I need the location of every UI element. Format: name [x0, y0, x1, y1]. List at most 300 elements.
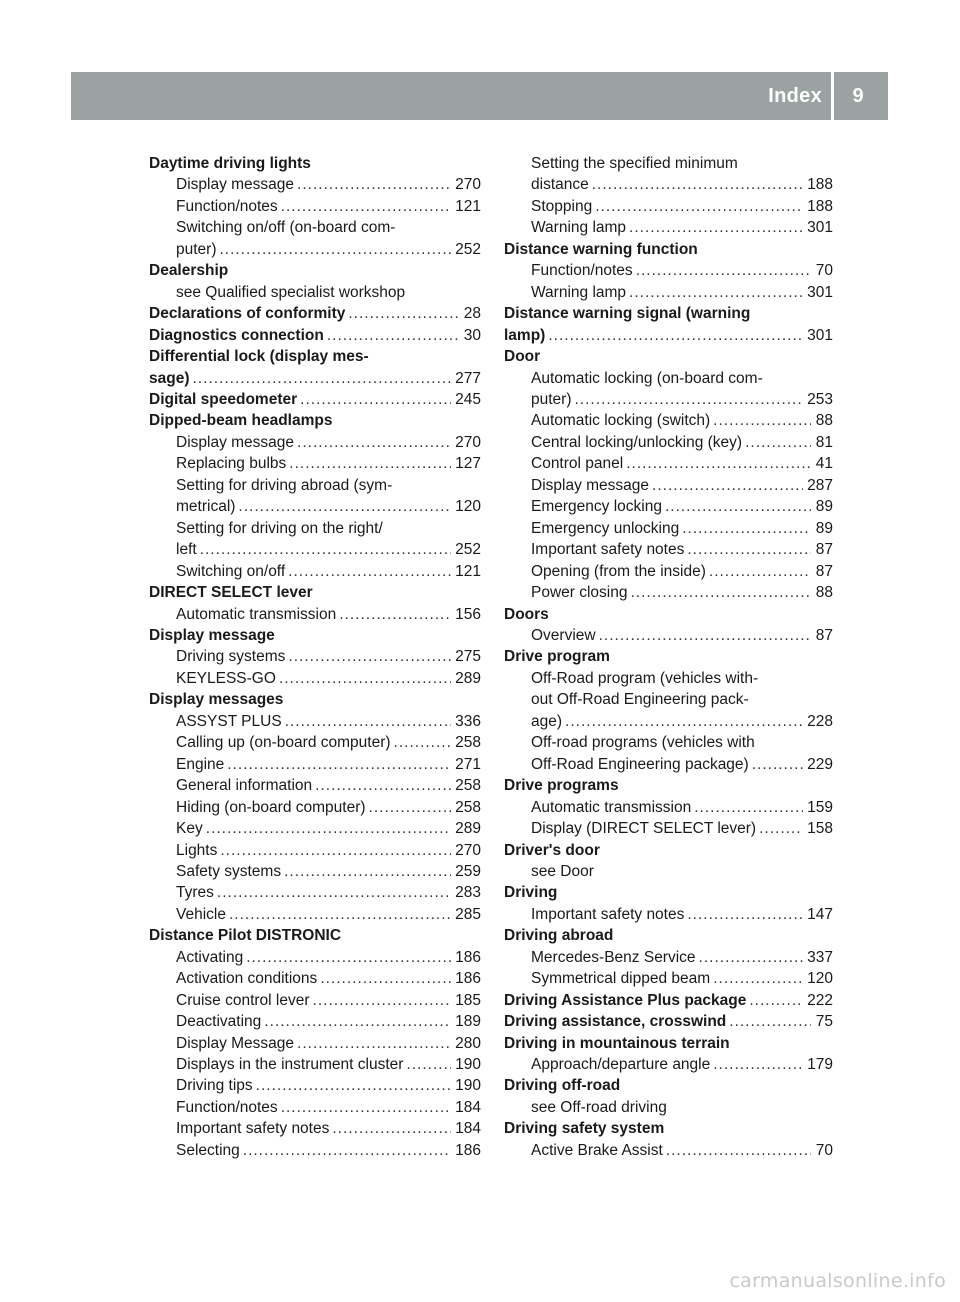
dot-leader: [709, 561, 811, 582]
index-subentry: [149, 1118, 481, 1139]
dot-leader: [297, 174, 451, 195]
index-subentry: [504, 754, 833, 775]
dot-leader: [752, 754, 803, 775]
entry-page-number: 336: [455, 712, 481, 730]
dot-leader: [699, 947, 804, 968]
entry-page-number: 301: [807, 219, 833, 237]
index-heading: [149, 582, 481, 603]
entry-page-number: 275: [455, 648, 481, 666]
dot-leader: [592, 174, 803, 195]
entry-text: puter): [531, 390, 572, 408]
entry-page-number: 228: [807, 712, 833, 730]
entry-page-number: 270: [455, 433, 481, 451]
index-subentry: [149, 1140, 481, 1161]
index-heading: [149, 153, 481, 174]
dot-leader: [406, 1054, 451, 1075]
entry-page-number: 75: [815, 1013, 833, 1031]
entry-page-number: 179: [807, 1056, 833, 1074]
index-subentry: [504, 1097, 833, 1118]
entry-page-number: 28: [463, 305, 481, 323]
entry-text: out Off-Road Engineering pack-: [531, 691, 749, 709]
entry-text: Setting for driving on the right/: [176, 519, 383, 537]
entry-text: Display message: [149, 626, 275, 644]
entry-page-number: 270: [455, 841, 481, 859]
index-subentry: [149, 432, 481, 453]
index-subentry: [149, 604, 481, 625]
entry-page-number: 127: [455, 455, 481, 473]
entry-page-number: 120: [455, 498, 481, 516]
index-subentry: [149, 1011, 481, 1032]
index-column-left: [149, 153, 481, 1161]
dot-leader: [687, 539, 811, 560]
index-subentry: [504, 861, 833, 882]
entry-page-number: 147: [807, 905, 833, 923]
entry-text: Declarations of conformity: [149, 305, 346, 323]
entry-page-number: 190: [455, 1056, 481, 1074]
dot-leader: [629, 282, 803, 303]
dot-leader: [682, 518, 811, 539]
entry-page-number: 258: [455, 734, 481, 752]
index-subentry: [149, 475, 481, 496]
entry-text: Central locking/unlocking (key): [531, 433, 743, 451]
entry-text: Warning lamp: [531, 219, 627, 237]
index-subentry: [504, 732, 833, 753]
entry-text: age): [531, 712, 563, 730]
entry-text: Stopping: [531, 197, 593, 215]
index-subentry: [149, 453, 481, 474]
index-subentry: [504, 475, 833, 496]
entry-text: Driving abroad: [504, 927, 614, 945]
entry-text: Displays in the instrument cluster: [176, 1056, 404, 1074]
index-subentry: [504, 1054, 833, 1075]
entry-page-number: 283: [455, 884, 481, 902]
index-heading: [149, 260, 481, 281]
entry-page-number: 271: [455, 755, 481, 773]
dot-leader: [394, 732, 452, 753]
dot-leader: [713, 968, 803, 989]
dot-leader: [288, 561, 451, 582]
index-subentry: [149, 732, 481, 753]
entry-text: Important safety notes: [176, 1120, 330, 1138]
entry-text: KEYLESS-GO: [176, 669, 276, 687]
entry-text: Deactivating: [176, 1013, 262, 1031]
entry-page-number: 289: [455, 669, 481, 687]
entry-text: Important safety notes: [531, 905, 685, 923]
entry-text: left: [176, 541, 197, 559]
entry-text: Automatic locking (on-board com-: [531, 369, 763, 387]
entry-text: Control panel: [531, 455, 624, 473]
entry-text: Lights: [176, 841, 218, 859]
entry-page-number: 301: [807, 326, 833, 344]
dot-leader: [348, 303, 459, 324]
entry-text: Off-Road program (vehicles with-: [531, 669, 759, 687]
entry-text: Driving safety system: [504, 1120, 665, 1138]
index-subentry: [149, 518, 481, 539]
entry-text: Driving off-road: [504, 1077, 621, 1095]
index-subentry: [149, 1033, 481, 1054]
dot-leader: [256, 1075, 451, 1096]
entry-page-number: 189: [455, 1013, 481, 1031]
dot-leader: [631, 582, 812, 603]
index-subentry: [504, 518, 833, 539]
entry-text: General information: [176, 777, 313, 795]
index-subentry: [149, 282, 481, 303]
dot-leader: [281, 1097, 451, 1118]
entry-page-number: 120: [807, 970, 833, 988]
entry-page-number: 186: [455, 1141, 481, 1159]
entry-page-number: 70: [815, 262, 833, 280]
index-subentry: [504, 818, 833, 839]
index-subentry: [504, 1140, 833, 1161]
entry-page-number: 252: [455, 541, 481, 559]
entry-text: Display Message: [176, 1034, 295, 1052]
page-number: 9: [852, 85, 864, 107]
dot-leader: [229, 904, 451, 925]
index-subentry: [504, 625, 833, 646]
entry-text: Driving: [504, 884, 558, 902]
index-subentry: [504, 797, 833, 818]
index-subentry: [149, 711, 481, 732]
entry-page-number: 87: [815, 626, 833, 644]
entry-text: Drive programs: [504, 777, 619, 795]
index-subentry: [504, 539, 833, 560]
entry-text: puter): [176, 240, 217, 258]
index-heading: [504, 303, 833, 324]
entry-text: lamp): [504, 326, 546, 344]
index-subentry: [149, 754, 481, 775]
index-subentry: [149, 1075, 481, 1096]
index-subentry: [149, 196, 481, 217]
entry-page-number: 289: [455, 820, 481, 838]
index-subentry: [149, 1097, 481, 1118]
entry-page-number: 30: [463, 326, 481, 344]
dot-leader: [595, 196, 803, 217]
dot-leader: [288, 646, 451, 667]
index-heading: [149, 303, 481, 324]
dot-leader: [217, 882, 451, 903]
index-subentry: [504, 561, 833, 582]
dot-leader: [629, 217, 803, 238]
index-subentry: [149, 1054, 481, 1075]
entry-page-number: 158: [807, 820, 833, 838]
entry-text: see Off-road driving: [531, 1098, 667, 1116]
dot-leader: [320, 968, 451, 989]
entry-text: Replacing bulbs: [176, 455, 287, 473]
entry-text: Automatic transmission: [176, 605, 337, 623]
entry-text: Key: [176, 820, 203, 838]
index-heading: [504, 990, 833, 1011]
index-subentry: [149, 947, 481, 968]
dot-leader: [238, 496, 451, 517]
entry-text: Driving assistance, crosswind: [504, 1013, 727, 1031]
entry-text: Distance warning function: [504, 240, 698, 258]
dot-leader: [626, 453, 811, 474]
entry-page-number: 184: [455, 1120, 481, 1138]
entry-text: ASSYST PLUS: [176, 712, 282, 730]
index-subentry: [504, 968, 833, 989]
index-subentry: [149, 882, 481, 903]
index-subentry: [504, 217, 833, 238]
entry-page-number: 121: [455, 197, 481, 215]
index-subentry: [504, 174, 833, 195]
entry-page-number: 337: [807, 948, 833, 966]
dot-leader: [327, 325, 459, 346]
entry-text: Off-Road Engineering package): [531, 755, 749, 773]
entry-text: Warning lamp: [531, 283, 627, 301]
entry-page-number: 89: [815, 498, 833, 516]
index-subentry: [149, 840, 481, 861]
entry-text: Off-road programs (vehicles with: [531, 734, 755, 752]
entry-text: Selecting: [176, 1141, 240, 1159]
index-subentry: [149, 646, 481, 667]
entry-text: Mercedes-Benz Service: [531, 948, 696, 966]
dot-leader: [313, 990, 452, 1011]
entry-page-number: 253: [807, 390, 833, 408]
entry-text: Setting for driving abroad (sym-: [176, 476, 393, 494]
watermark: carmanualsonline.info: [729, 1270, 946, 1292]
entry-text: Dealership: [149, 262, 229, 280]
entry-text: Power closing: [531, 584, 628, 602]
dot-leader: [729, 1011, 811, 1032]
dot-leader: [713, 1054, 803, 1075]
entry-text: Approach/departure angle: [531, 1056, 711, 1074]
index-subentry: [149, 797, 481, 818]
entry-text: Distance Pilot DISTRONIC: [149, 927, 342, 945]
dot-leader: [206, 818, 451, 839]
dot-leader: [548, 325, 803, 346]
entry-text: see Door: [531, 862, 594, 880]
entry-text: Opening (from the inside): [531, 562, 706, 580]
index-subentry: [149, 904, 481, 925]
page-header: [71, 72, 888, 120]
index-subentry: [504, 368, 833, 389]
entry-text: Symmetrical dipped beam: [531, 970, 711, 988]
index-subentry: [149, 496, 481, 517]
index-subentry: [504, 904, 833, 925]
entry-page-number: 184: [455, 1098, 481, 1116]
entry-page-number: 186: [455, 948, 481, 966]
entry-text: Drive program: [504, 648, 610, 666]
index-subentry: [504, 410, 833, 431]
dot-leader: [297, 1033, 451, 1054]
entry-text: Switching on/off: [176, 562, 286, 580]
entry-page-number: 270: [455, 176, 481, 194]
index-subentry: [504, 196, 833, 217]
entry-text: Daytime driving lights: [149, 155, 311, 172]
index-heading: [504, 346, 833, 367]
entry-text: Activation conditions: [176, 970, 318, 988]
index-heading: [504, 1075, 833, 1096]
index-heading: [504, 1033, 833, 1054]
entry-page-number: 121: [455, 562, 481, 580]
entry-page-number: 185: [455, 991, 481, 1009]
entry-text: metrical): [176, 498, 236, 516]
dot-leader: [759, 818, 803, 839]
dot-leader: [246, 947, 451, 968]
index-subentry: [149, 217, 481, 238]
entry-page-number: 285: [455, 905, 481, 923]
entry-text: Display message: [176, 433, 295, 451]
entry-text: Display message: [531, 476, 650, 494]
entry-page-number: 222: [807, 991, 833, 1009]
entry-page-number: 190: [455, 1077, 481, 1095]
index-subentry: [149, 968, 481, 989]
index-subentry: [149, 539, 481, 560]
entry-text: Activating: [176, 948, 244, 966]
entry-text: Emergency unlocking: [531, 519, 680, 537]
entry-text: Doors: [504, 605, 549, 623]
index-heading: [149, 368, 481, 389]
entry-page-number: 41: [815, 455, 833, 473]
entry-text: Emergency locking: [531, 498, 662, 516]
entry-text: Door: [504, 348, 541, 366]
entry-text: Automatic locking (switch): [531, 412, 711, 430]
entry-page-number: 252: [455, 240, 481, 258]
index-heading: [504, 775, 833, 796]
index-subentry: [149, 239, 481, 260]
entry-page-number: 280: [455, 1034, 481, 1052]
index-subentry: [149, 174, 481, 195]
entry-text: Safety systems: [176, 862, 282, 880]
index-subentry: [504, 947, 833, 968]
entry-page-number: 186: [455, 970, 481, 988]
index-heading: [504, 646, 833, 667]
entry-text: Driving tips: [176, 1077, 253, 1095]
dot-leader: [315, 775, 451, 796]
dot-leader: [713, 410, 811, 431]
dot-leader: [279, 668, 451, 689]
entry-text: Overview: [531, 626, 596, 644]
entry-page-number: 188: [807, 176, 833, 194]
entry-text: Driving Assistance Plus package: [504, 991, 747, 1009]
entry-page-number: 287: [807, 476, 833, 494]
index-heading: [504, 1011, 833, 1032]
entry-page-number: 87: [815, 541, 833, 559]
index-heading: [504, 604, 833, 625]
index-column-right: [504, 153, 833, 1161]
index-subentry: [504, 453, 833, 474]
index-heading: [149, 625, 481, 646]
dot-leader: [369, 797, 452, 818]
dot-leader: [636, 260, 811, 281]
entry-text: Important safety notes: [531, 541, 685, 559]
dot-leader: [289, 453, 451, 474]
index-subentry: [504, 389, 833, 410]
dot-leader: [284, 861, 451, 882]
dot-leader: [665, 496, 811, 517]
dot-leader: [666, 1140, 811, 1161]
dot-leader: [297, 432, 451, 453]
entry-page-number: 301: [807, 283, 833, 301]
entry-page-number: 81: [815, 433, 833, 451]
entry-text: Engine: [176, 755, 225, 773]
dot-leader: [220, 239, 452, 260]
index-subentry: [504, 260, 833, 281]
entry-text: Driving systems: [176, 648, 286, 666]
entry-text: Driving in mountainous terrain: [504, 1034, 730, 1052]
entry-page-number: 245: [455, 390, 481, 408]
index-subentry: [504, 153, 833, 174]
dot-leader: [332, 1118, 451, 1139]
index-subentry: [504, 282, 833, 303]
dot-leader: [745, 432, 811, 453]
entry-text: Differential lock (display mes-: [149, 348, 369, 366]
index-subentry: [149, 668, 481, 689]
index-subentry: [149, 775, 481, 796]
dot-leader: [227, 754, 451, 775]
index-heading: [149, 689, 481, 710]
entry-page-number: 258: [455, 798, 481, 816]
dot-leader: [300, 389, 451, 410]
entry-text: Automatic transmission: [531, 798, 692, 816]
index-heading: [149, 346, 481, 367]
dot-leader: [264, 1011, 451, 1032]
dot-leader: [565, 711, 803, 732]
entry-text: Setting the specified minimum: [531, 155, 738, 172]
index-subentry: [149, 561, 481, 582]
section-title: Index: [768, 85, 822, 107]
index-heading: [504, 325, 833, 346]
entry-page-number: 156: [455, 605, 481, 623]
header-divider: [831, 72, 834, 120]
index-subentry: [504, 432, 833, 453]
entry-text: Function/notes: [176, 197, 278, 215]
dot-leader: [193, 368, 452, 389]
entry-text: Calling up (on-board computer): [176, 734, 391, 752]
entry-page-number: 258: [455, 777, 481, 795]
index-heading: [504, 239, 833, 260]
entry-text: Active Brake Assist: [531, 1141, 663, 1159]
dot-leader: [339, 604, 451, 625]
entry-text: Driver's door: [504, 841, 600, 859]
dot-leader: [694, 797, 803, 818]
entry-text: distance: [531, 176, 589, 194]
entry-page-number: 70: [815, 1141, 833, 1159]
entry-text: Digital speedometer: [149, 390, 298, 408]
entry-text: Tyres: [176, 884, 214, 902]
entry-text: Display messages: [149, 691, 284, 709]
index-subentry: [149, 818, 481, 839]
entry-text: see Qualified specialist workshop: [176, 283, 406, 301]
index-heading: [149, 925, 481, 946]
dot-leader: [599, 625, 811, 646]
index-heading: [504, 882, 833, 903]
index-subentry: [149, 861, 481, 882]
index-heading: [149, 389, 481, 410]
dot-leader: [749, 990, 803, 1011]
index-subentry: [504, 689, 833, 710]
entry-text: Cruise control lever: [176, 991, 310, 1009]
entry-page-number: 88: [815, 412, 833, 430]
index-heading: [504, 840, 833, 861]
index-subentry: [504, 668, 833, 689]
index-heading: [149, 410, 481, 431]
entry-text: Function/notes: [176, 1098, 278, 1116]
dot-leader: [285, 711, 451, 732]
entry-page-number: 88: [815, 584, 833, 602]
entry-page-number: 188: [807, 197, 833, 215]
entry-page-number: 87: [815, 562, 833, 580]
entry-text: Switching on/off (on-board com-: [176, 219, 396, 237]
entry-text: Display (DIRECT SELECT lever): [531, 820, 757, 838]
entry-page-number: 159: [807, 798, 833, 816]
entry-text: Distance warning signal (warning: [504, 305, 751, 323]
entry-text: Display message: [176, 176, 295, 194]
entry-page-number: 229: [807, 755, 833, 773]
entry-text: DIRECT SELECT lever: [149, 584, 313, 602]
entry-page-number: 89: [815, 519, 833, 537]
entry-text: Function/notes: [531, 262, 633, 280]
